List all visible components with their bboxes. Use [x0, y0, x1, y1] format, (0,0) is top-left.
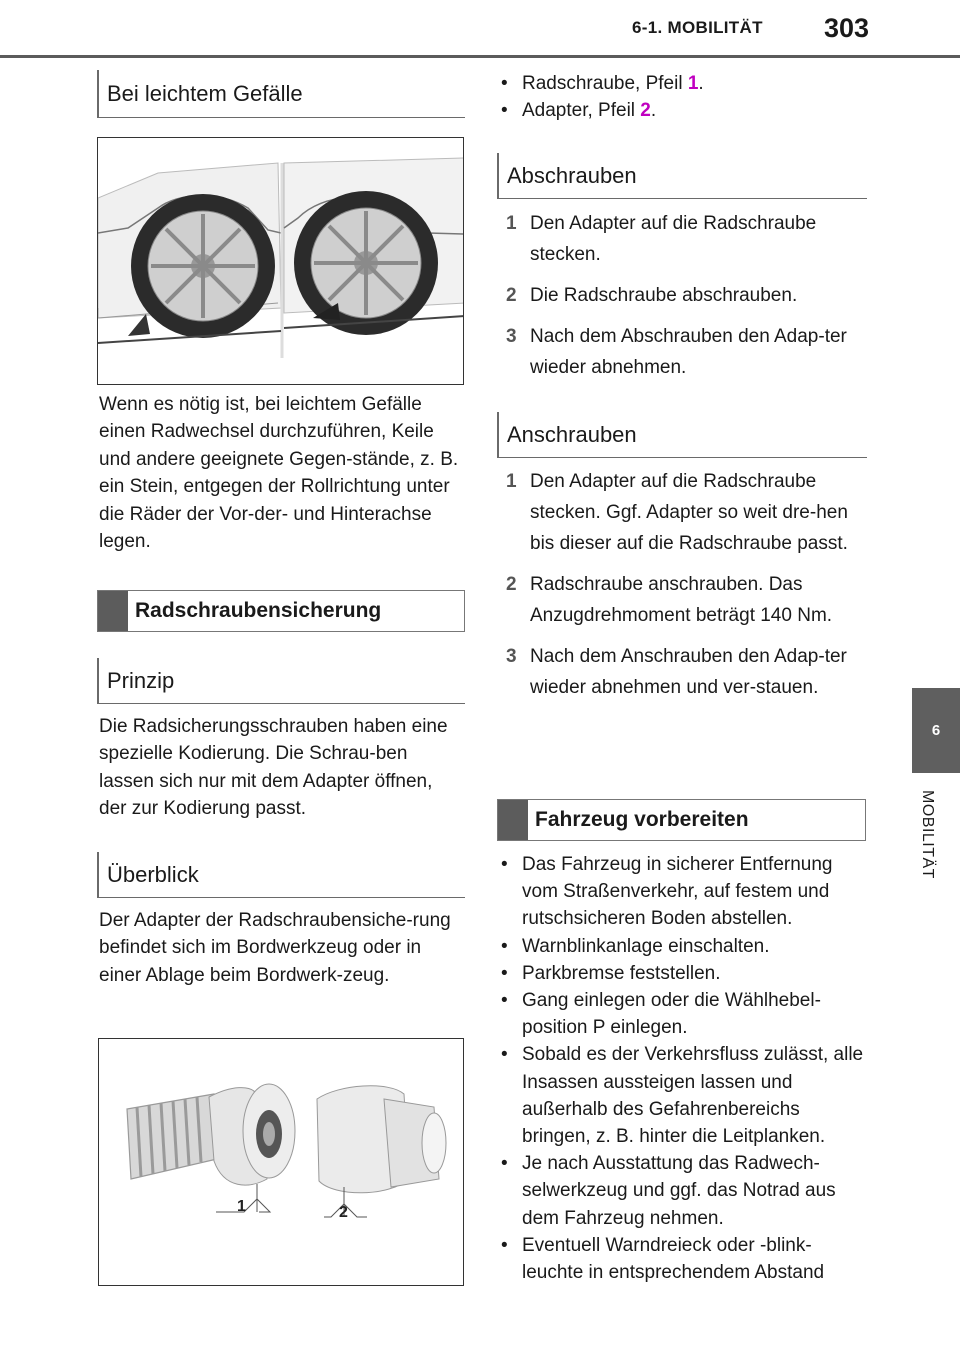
heading-prinzip-text: Prinzip [107, 667, 175, 693]
heading-prinzip [97, 658, 465, 704]
step-item [506, 208, 861, 270]
figure-wheel-bolt-adapter [98, 1038, 464, 1286]
item-end: . [650, 100, 657, 122]
step-text: Die Radschraube abschrauben. [530, 285, 798, 306]
step-number: 1 [506, 213, 517, 234]
list-item: • Gang einlegen oder die Wählhebel-position P einlegen. [497, 987, 867, 1041]
chapter-label: MOBILITÄT [919, 790, 936, 879]
step-item [506, 280, 861, 311]
item-text: Adapter, Pfeil [522, 100, 641, 122]
step-text: Den Adapter auf die Radschraube stecken. [530, 213, 817, 265]
item-text: Radschraube, Pfeil [522, 73, 688, 94]
heading-ueberblick-text: Überblick [107, 861, 199, 887]
step-item [506, 569, 861, 631]
step-number: 2 [506, 285, 517, 306]
callout-2: 2 [339, 1204, 348, 1221]
list-item [497, 70, 867, 97]
list-item: • Das Fahrzeug in sicherer Entfernung vom Straßenverkehr, auf festem und rutschsicheren Boden abstellen. [497, 851, 867, 933]
step-number: 2 [506, 574, 517, 595]
step-item [506, 321, 861, 383]
list-item: • Eventuell Warndreieck oder -blink-leuchte in entsprechendem Abstand [497, 1232, 867, 1286]
chapter-number: 6 [931, 722, 941, 739]
list-item: • Parkbremse feststellen. [497, 960, 867, 987]
heading-radschraubensicherung-text: Radschraubensicherung [135, 599, 382, 622]
abschrauben-steps [506, 208, 861, 393]
callout-1: 1 [237, 1198, 246, 1215]
heading-abschrauben-text: Abschrauben [507, 162, 637, 188]
list-item: • Je nach Ausstattung das Radwech-selwerkzeug und ggf. das Notrad aus dem Fahrzeug nehmen. [497, 1150, 867, 1232]
step-text: Nach dem Anschrauben den Adap-ter wieder abnehmen und ver-stauen. [530, 646, 847, 698]
step-number: 1 [506, 471, 517, 492]
arrow-number: 1 [687, 73, 699, 94]
paragraph-gefaelle: Wenn es nötig ist, bei leichtem Gefälle einen Radwechsel durchzuführen, Keile und andere geeignete Gegen-stände, z. B. ein Stein, entgegen der Rollrichtung unter die Räder der Vor-der- und Hinterachse legen. [99, 394, 459, 553]
heading-fahrzeug-text: Fahrzeug vorbereiten [535, 808, 749, 831]
page-number: 303 [824, 13, 870, 43]
list-item: • Warnblinkanlage einschalten. [497, 933, 867, 960]
heading-ueberblick [97, 852, 465, 898]
item-end: . [698, 73, 704, 94]
chapter-tab[interactable] [912, 688, 960, 773]
step-number: 3 [506, 326, 517, 347]
heading-abschrauben [497, 153, 867, 199]
header-rule [0, 55, 960, 58]
heading-anschrauben-text: Anschrauben [507, 421, 637, 447]
paragraph-prinzip: Die Radsicherungsschrauben haben eine spezielle Kodierung. Die Schrau-ben lassen sich nur mit dem Adapter öffnen, der zur Kodierung passt. [99, 716, 448, 820]
section-title: 6-1. MOBILITÄT [632, 18, 763, 37]
heading-gefaelle-text: Bei leichtem Gefälle [107, 80, 303, 106]
heading-anschrauben [497, 412, 867, 458]
heading-gefaelle [97, 70, 465, 118]
heading-fahrzeug-vorbereiten [497, 799, 866, 841]
list-item: • Sobald es der Verkehrsfluss zulässt, alle Insassen aussteigen lassen und außerhalb des Gefahrenbereichs bringen, z. B. hinter die Leitplanken. [497, 1041, 867, 1150]
anschrauben-steps [506, 466, 861, 713]
wheels-slope-illustration [98, 138, 464, 385]
step-item [506, 466, 861, 559]
fahrzeug-list [497, 851, 867, 1286]
bolt-adapter-illustration [99, 1039, 464, 1286]
paragraph-ueberblick: Der Adapter der Radschraubensiche-rung befindet sich im Bordwerkzeug oder in einer Ablage beim Bordwerk-zeug. [99, 910, 451, 986]
heading-bar [98, 591, 128, 631]
step-item [506, 641, 861, 703]
arrow-number: 2 [640, 100, 651, 122]
list-item [497, 97, 867, 124]
intro-list [497, 70, 867, 124]
figure-wheels-on-slope [97, 137, 464, 385]
heading-bar [498, 800, 528, 840]
step-text: Radschraube anschrauben. Das Anzugdrehmoment beträgt 140 Nm. [530, 574, 833, 626]
step-number: 3 [506, 646, 517, 667]
heading-radschraubensicherung [97, 590, 465, 632]
step-text: Nach dem Abschrauben den Adap-ter wieder abnehmen. [530, 326, 847, 378]
step-text: Den Adapter auf die Radschraube stecken. Ggf. Adapter so weit dre-hen bis dieser auf die Radschraube passt. [530, 471, 848, 554]
